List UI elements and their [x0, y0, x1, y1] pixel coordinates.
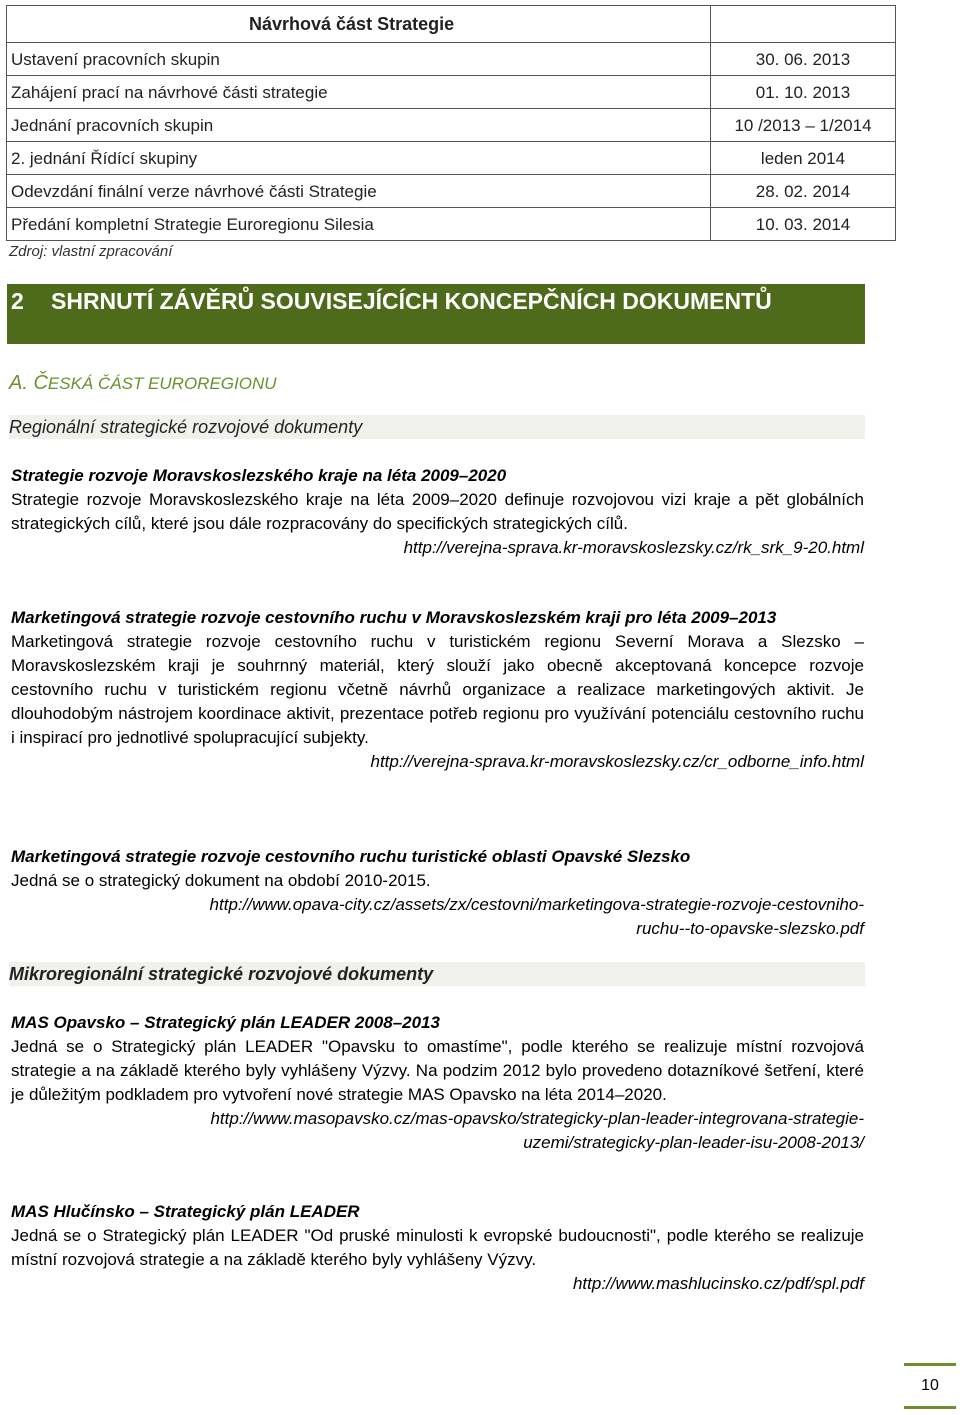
timeline-date: 10. 03. 2014 [711, 208, 896, 241]
document-entry [11, 1200, 864, 1296]
timeline-date: 28. 02. 2014 [711, 175, 896, 208]
document-heading: MAS Opavsko – Strategický plán LEADER 2008–2013 [11, 1013, 440, 1032]
document-link-line-2[interactable]: uzemi/strategicky-plan-leader-isu-2008-2013/ [523, 1133, 864, 1152]
document-description: Jedná se o Strategický plán LEADER "Od pruské minulosti k evropské budoucnosti", podle kterého se realizuje místní rozvojová strategie a na základě kterého byly vyhlášeny Výzvy. [11, 1226, 864, 1269]
table-row [7, 175, 896, 208]
document-heading: Strategie rozvoje Moravskoslezského kraje na léta 2009–2020 [11, 466, 507, 485]
timeline-date: 30. 06. 2013 [711, 43, 896, 76]
document-heading: Marketingová strategie rozvoje cestovního ruchu v Moravskoslezském kraji pro léta 2009–2013 [11, 608, 777, 627]
timeline-date: 01. 10. 2013 [711, 76, 896, 109]
document-heading: Marketingová strategie rozvoje cestovního ruchu turistické oblasti Opavské Slezsko [11, 847, 691, 866]
document-description: Marketingová strategie rozvoje cestovního ruchu v turistickém regionu Severní Morava a Slezsko – Moravskoslezském kraji je souhrnný materiál, který slouží jako obecně akceptovaná koncepce rozvoje cestovního ruchu v turistickém regionu včetně návrhů organizace a realizace marketingových aktivit. Je dlouhodobým nástrojem koordinace aktivit, prezentace potřeb regionu pro využívání potenciálu cestovního ruchu i inspirací pro jednotlivé spolupracující subjekty. [11, 632, 864, 747]
timeline-label: Zahájení prací na návrhové části strategie [7, 76, 711, 109]
document-link[interactable]: http://verejna-sprava.kr-moravskoslezsky.cz/cr_odborne_info.html [370, 752, 864, 771]
chapter-title: SHRNUTÍ ZÁVĚRŮ SOUVISEJÍCÍCH KONCEPČNÍCH DOKUMENTŮ [51, 288, 772, 314]
timeline-label: 2. jednání Řídící skupiny [7, 142, 711, 175]
part-heading-rest: ESKÁ ČÁST EUROREGIONU [47, 374, 277, 393]
timeline-label: Jednání pracovních skupin [7, 109, 711, 142]
timeline-date: leden 2014 [711, 142, 896, 175]
document-entry [11, 606, 864, 774]
timeline-header-empty [711, 6, 896, 43]
timeline-header-row [7, 6, 896, 43]
timeline-date: 10 /2013 – 1/2014 [711, 109, 896, 142]
document-entry [11, 1011, 864, 1155]
timeline-table [6, 5, 896, 241]
document-link[interactable]: http://verejna-sprava.kr-moravskoslezsky.cz/rk_srk_9-20.html [403, 538, 864, 557]
document-link-line-1[interactable]: http://www.masopavsko.cz/mas-opavsko/strategicky-plan-leader-integrovana-strategie- [210, 1109, 864, 1128]
table-row [7, 76, 896, 109]
part-heading [9, 372, 277, 395]
page-number: 10 [904, 1363, 956, 1409]
document-entry [11, 845, 864, 941]
table-row [7, 43, 896, 76]
document-link[interactable]: http://www.mashlucinsko.cz/pdf/spl.pdf [572, 1274, 864, 1293]
document-entry [11, 464, 864, 560]
timeline-label: Odevzdání finální verze návrhové části Strategie [7, 175, 711, 208]
document-description: Jedná se o strategický dokument na období 2010-2015. [11, 871, 431, 890]
document-description: Jedná se o Strategický plán LEADER "Opavsku to omastíme", podle kterého se realizuje místní rozvojová strategie a na základě kterého byly vyhlášeny Výzvy. Na podzim 2012 bylo provedeno dotazníkové šetření, které je důležitým podkladem pro vytvoření nové strategie MAS Opavsko na léta 2014–2020. [11, 1037, 864, 1104]
table-source-note: Zdroj: vlastní zpracování [9, 243, 173, 260]
document-link-line-1[interactable]: http://www.opava-city.cz/assets/zx/cestovni/marketingova-strategie-rozvoje-cestovniho- [209, 895, 864, 914]
document-description: Strategie rozvoje Moravskoslezského kraje na léta 2009–2020 definuje rozvojovou vizi kraje a pět globálních strategických cílů, které jsou dále rozpracovány do specifických strategických cílů. [11, 490, 864, 533]
part-heading-prefix: A. Č [9, 372, 48, 394]
section-heading-microregional: Mikroregionální strategické rozvojové dokumenty [9, 962, 865, 986]
timeline-label: Ustavení pracovních skupin [7, 43, 711, 76]
table-row [7, 109, 896, 142]
chapter-heading [7, 284, 865, 344]
document-link-line-2[interactable]: ruchu--to-opavske-slezsko.pdf [636, 919, 864, 938]
timeline-label: Předání kompletní Strategie Euroregionu Silesia [7, 208, 711, 241]
section-heading-regional: Regionální strategické rozvojové dokumenty [9, 415, 865, 439]
chapter-number: 2 [11, 288, 24, 314]
table-row [7, 142, 896, 175]
table-row [7, 208, 896, 241]
timeline-title: Návrhová část Strategie [7, 6, 711, 43]
document-heading: MAS Hlučínsko – Strategický plán LEADER [11, 1202, 360, 1221]
